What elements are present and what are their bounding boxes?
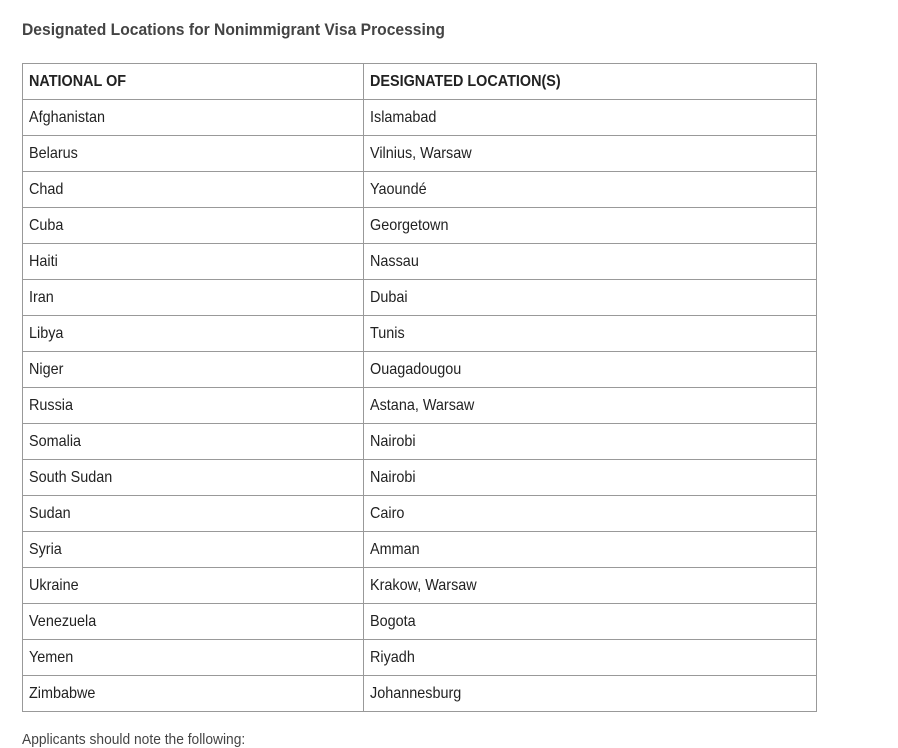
cell-designated-location: Riyadh bbox=[364, 640, 817, 676]
page-title: Designated Locations for Nonimmigrant Visa Processing bbox=[22, 20, 445, 39]
table-row bbox=[23, 172, 817, 208]
table-row bbox=[23, 640, 817, 676]
cell-designated-location: Vilnius, Warsaw bbox=[364, 136, 817, 172]
cell-national-of: Afghanistan bbox=[23, 100, 364, 136]
footer-note: Applicants should note the following: bbox=[22, 731, 246, 748]
cell-national-of: Yemen bbox=[23, 640, 364, 676]
cell-designated-location: Bogota bbox=[364, 604, 817, 640]
table-row bbox=[23, 424, 817, 460]
column-header-designated-locations: DESIGNATED LOCATION(S) bbox=[364, 64, 817, 100]
cell-national-of: Syria bbox=[23, 532, 364, 568]
table-row bbox=[23, 460, 817, 496]
cell-national-of: South Sudan bbox=[23, 460, 364, 496]
table-row bbox=[23, 676, 817, 712]
cell-national-of: Sudan bbox=[23, 496, 364, 532]
cell-national-of: Venezuela bbox=[23, 604, 364, 640]
cell-designated-location: Nairobi bbox=[364, 460, 817, 496]
cell-national-of: Iran bbox=[23, 280, 364, 316]
cell-national-of: Haiti bbox=[23, 244, 364, 280]
cell-designated-location: Islamabad bbox=[364, 100, 817, 136]
table-row bbox=[23, 496, 817, 532]
cell-national-of: Cuba bbox=[23, 208, 364, 244]
cell-designated-location: Cairo bbox=[364, 496, 817, 532]
cell-designated-location: Astana, Warsaw bbox=[364, 388, 817, 424]
cell-designated-location: Amman bbox=[364, 532, 817, 568]
cell-designated-location: Ouagadougou bbox=[364, 352, 817, 388]
cell-national-of: Somalia bbox=[23, 424, 364, 460]
table-row bbox=[23, 532, 817, 568]
table-row bbox=[23, 604, 817, 640]
table-row bbox=[23, 352, 817, 388]
cell-designated-location: Krakow, Warsaw bbox=[364, 568, 817, 604]
cell-national-of: Belarus bbox=[23, 136, 364, 172]
cell-national-of: Chad bbox=[23, 172, 364, 208]
table-row bbox=[23, 136, 817, 172]
column-header-national-of: NATIONAL OF bbox=[23, 64, 364, 100]
cell-national-of: Russia bbox=[23, 388, 364, 424]
cell-designated-location: Dubai bbox=[364, 280, 817, 316]
table-row bbox=[23, 280, 817, 316]
table-row bbox=[23, 388, 817, 424]
table-header-row bbox=[23, 64, 817, 100]
table-row bbox=[23, 568, 817, 604]
cell-national-of: Zimbabwe bbox=[23, 676, 364, 712]
table-row bbox=[23, 244, 817, 280]
table-row bbox=[23, 316, 817, 352]
cell-designated-location: Tunis bbox=[364, 316, 817, 352]
cell-designated-location: Nassau bbox=[364, 244, 817, 280]
cell-designated-location: Johannesburg bbox=[364, 676, 817, 712]
cell-designated-location: Georgetown bbox=[364, 208, 817, 244]
table-row bbox=[23, 208, 817, 244]
cell-national-of: Libya bbox=[23, 316, 364, 352]
table-row bbox=[23, 100, 817, 136]
cell-designated-location: Nairobi bbox=[364, 424, 817, 460]
designated-locations-table bbox=[22, 63, 817, 712]
cell-national-of: Ukraine bbox=[23, 568, 364, 604]
cell-designated-location: Yaoundé bbox=[364, 172, 817, 208]
cell-national-of: Niger bbox=[23, 352, 364, 388]
